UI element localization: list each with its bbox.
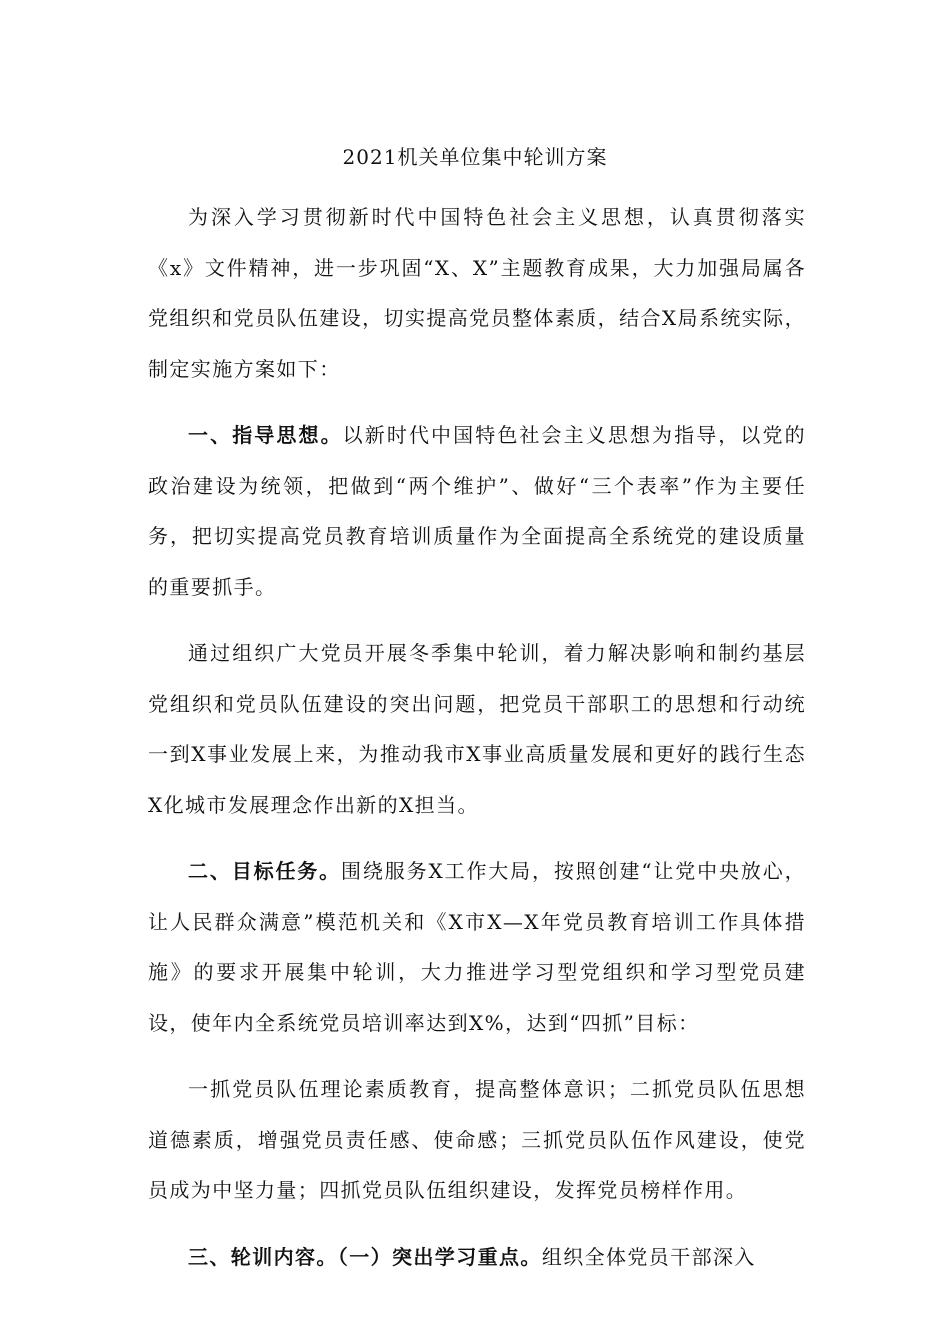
paragraph-text: 通过组织广大党员开展冬季集中轮训，着力解决影响和制约基层党组织和党员队伍建设的突出问题，把党员干部职工的思想和行动统一到X事业发展上来，为推动我市X事业高质量发展和更好的践行生态X化城市发展理念作出新的X担当。 [148,641,806,817]
section-heading: 三、轮训内容。（一）突出学习重点。 [188,1244,542,1269]
paragraph-text: 为深入学习贯彻新时代中国特色社会主义思想，认真贯彻落实《x》文件精神，进一步巩固“X、X”主题教育成果，大力加强局属各党组织和党员队伍建设，切实提高党员整体素质，结合X局系统实际，制定实施方案如下： [148,205,806,381]
paragraph-objectives [148,846,806,1048]
paragraph-text: 以新时代中国特色社会主义思想为指导，以党的政治建设为统领，把做到“两个维护”、做好“三个表率”作为主要任务，把切实提高党员教育培训质量作为全面提高全系统党的建设质量的重要抓手。 [148,423,806,599]
paragraph-text: 围绕服务X工作大局，按照创建“让党中央放心，让人民群众满意”模范机关和《X市X—X年党员教育培训工作具体措施》的要求开展集中轮训，大力推进学习型党组织和学习型党员建设，使年内全系统党员培训率达到X%，达到“四抓”目标： [148,859,806,1035]
paragraph-text: 一抓党员队伍理论素质教育，提高整体意识；二抓党员队伍思想道德素质，增强党员责任感、使命感；三抓党员队伍作风建设，使党员成为中坚力量；四抓党员队伍组织建设，发挥党员榜样作用。 [148,1077,806,1202]
paragraph-training-content [148,1232,806,1283]
section-heading: 一、指导思想。 [188,423,343,447]
paragraph-guiding-thought [148,410,806,612]
paragraph-winter-training [148,628,806,830]
document-title: 2021机关单位集中轮训方案 [342,145,608,169]
paragraph-intro [148,192,806,394]
paragraph-four-grasps [148,1064,806,1216]
document-body [148,192,806,1282]
paragraph-text: 组织全体党员干部深入 [541,1244,756,1269]
section-heading: 二、目标任务。 [188,859,342,883]
